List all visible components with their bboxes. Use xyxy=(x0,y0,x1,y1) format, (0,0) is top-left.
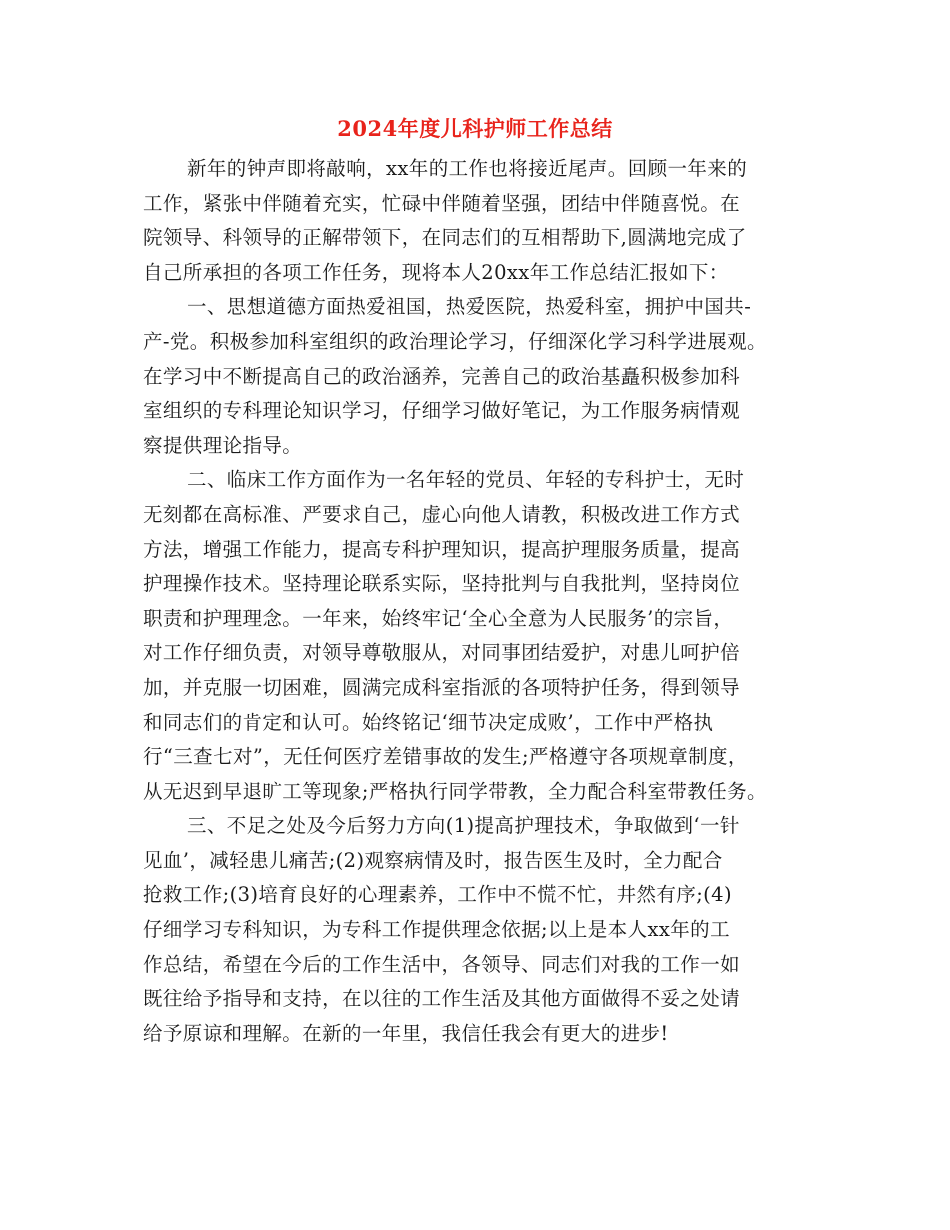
body-line: 行“三查七对”，无任何医疗差错事故的发生;严格遵守各项规章制度， xyxy=(143,745,748,769)
body-line: 三、不足之处及今后努力方向(1)提高护理技术，争取做到‘一针 xyxy=(187,814,740,838)
body-line: 仔细学习专科知识，为专科工作提供理念依据;以上是本人xx年的工 xyxy=(143,918,730,942)
body-line: 工作，紧张中伴随着充实，忙碌中伴随着坚强，团结中伴随喜悦。在 xyxy=(143,191,741,215)
body-line: 和同志们的肯定和认可。始终铭记‘细节决定成败’，工作中严格执 xyxy=(143,710,714,734)
body-line: 抢救工作;(3)培育良好的心理素养，工作中不慌不忙，井然有序;(4) xyxy=(143,883,732,907)
body-line: 见血’，减轻患儿痛苦;(2)观察病情及时，报告医生及时，全力配合 xyxy=(143,848,723,872)
body-line: 既往给予指导和支持，在以往的工作生活及其他方面做得不妥之处请 xyxy=(143,987,741,1011)
body-line: 院领导、科领导的正解带领下，在同志们的互相帮助下,圆满地完成了 xyxy=(143,226,747,250)
body-line: 一、思想道德方面热爱祖国，热爱医院，热爱科室，拥护中国共- xyxy=(187,295,752,319)
body-line: 二、临床工作方面作为一名年轻的党员、年轻的专科护士，无时 xyxy=(187,468,745,492)
body-line: 对工作仔细负责，对领导尊敬服从，对同事团结爱护，对患儿呵护倍 xyxy=(143,641,741,665)
body-line: 护理操作技术。坚持理论联系实际，坚持批判与自我批判，坚持岗位 xyxy=(143,572,741,596)
body-line: 作总结，希望在今后的工作生活中，各领导、同志们对我的工作一如 xyxy=(143,952,741,976)
body-line: 加，并克服一切困难，圆满完成科室指派的各项特护任务，得到领导 xyxy=(143,675,741,699)
document-title: 2024年度儿科护师工作总结 xyxy=(337,116,613,141)
body-line: 自己所承担的各项工作任务，现将本人20xx年工作总结汇报如下： xyxy=(143,260,729,284)
body-line: 产-党。积极参加科室组织的政治理论学习，仔细深化学习科学进展观。 xyxy=(143,329,767,353)
body-line: 室组织的专科理论知识学习，仔细学习做好笔记，为工作服务病情观 xyxy=(143,399,741,423)
body-line: 给予原谅和理解。在新的一年里，我信任我会有更大的进步! xyxy=(143,1021,669,1045)
body-line: 新年的钟声即将敲响，xx年的工作也将接近尾声。回顾一年来的 xyxy=(187,157,748,180)
body-line: 职责和护理理念。一年来，始终牢记‘全心全意为人民服务’的宗旨， xyxy=(143,606,734,630)
body-line: 方法，增强工作能力，提高专科护理知识，提高护理服务质量，提高 xyxy=(143,537,741,561)
body-line: 在学习中不断提高自己的政治涵养，完善自己的政治基矗积极参加科 xyxy=(143,364,741,388)
body-line: 无刻都在高标准、严要求自己，虚心向他人请教，积极改进工作方式 xyxy=(143,502,741,526)
document-body xyxy=(143,152,813,1051)
body-line: 察提供理论指导。 xyxy=(143,433,303,457)
body-line: 从无迟到早退旷工等现象;严格执行同学带教，全力配合科室带教任务。 xyxy=(143,779,767,803)
